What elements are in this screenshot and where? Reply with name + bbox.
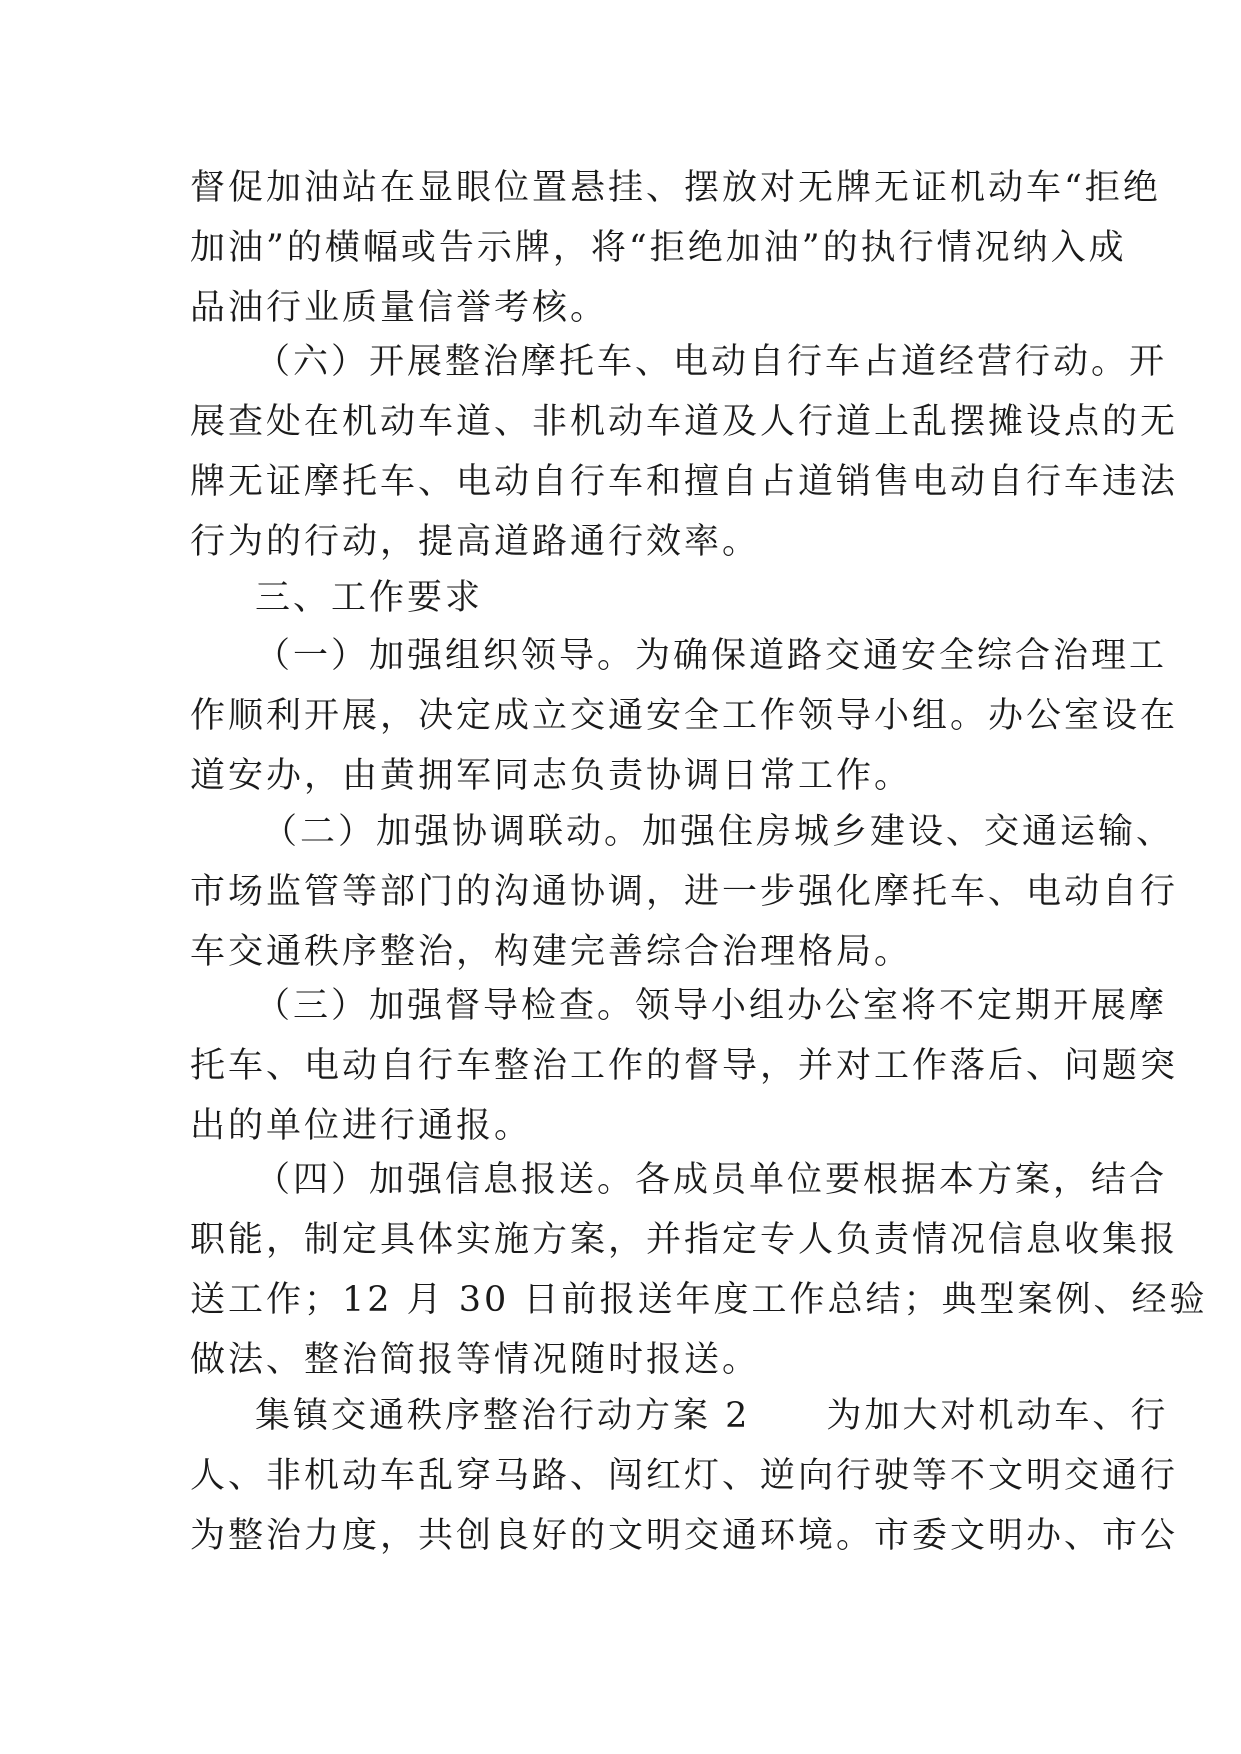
paragraph-heading-3: （三）加强督导检查。领导小组办公室将不定期开展摩 (255, 986, 1168, 1026)
text-line: 督促加油站在显眼位置悬挂、摆放对无牌无证机动车“拒绝 (190, 168, 1161, 208)
section-heading: 三、工作要求 (255, 578, 484, 618)
text-line: 市场监管等部门的沟通协调，进一步强化摩托车、电动自行 (190, 872, 1179, 912)
text-line: 展查处在机动车道、非机动车道及人行道上乱摆摊设点的无 (190, 402, 1179, 442)
paragraph-heading-6: （六）开展整治摩托车、电动自行车占道经营行动。开 (255, 342, 1168, 382)
text-line: 牌无证摩托车、电动自行车和擅自占道销售电动自行车违法 (190, 462, 1179, 502)
text-line: 托车、电动自行车整治工作的督导，并对工作落后、问题突 (190, 1046, 1179, 1086)
text-line: 人、非机动车乱穿马路、闯红灯、逆向行驶等不文明交通行 (190, 1456, 1179, 1496)
text-line: 出的单位进行通报。 (190, 1106, 533, 1146)
paragraph-heading-1: （一）加强组织领导。为确保道路交通安全综合治理工 (255, 636, 1168, 676)
text-line: 加油”的横幅或告示牌，将“拒绝加油”的执行情况纳入成 (190, 228, 1127, 268)
paragraph-heading-4: （四）加强信息报送。各成员单位要根据本方案，结合 (255, 1160, 1168, 1200)
paragraph-heading-2: （二）加强协调联动。加强住房城乡建设、交通运输、 (262, 812, 1175, 852)
document-title-line: 集镇交通秩序整治行动方案 2 为加大对机动车、行 (255, 1396, 1169, 1436)
text-line: 做法、整治简报等情况随时报送。 (190, 1340, 761, 1380)
text-line: 品油行业质量信誉考核。 (190, 288, 609, 328)
text-line: 道安办，由黄拥军同志负责协调日常工作。 (190, 756, 913, 796)
text-line: 送工作；12 月 30 日前报送年度工作总结；典型案例、经验 (190, 1280, 1208, 1320)
text-line: 车交通秩序整治，构建完善综合治理格局。 (190, 932, 913, 972)
text-line: 行为的行动，提高道路通行效率。 (190, 522, 761, 562)
text-line: 作顺利开展，决定成立交通安全工作领导小组。办公室设在 (190, 696, 1179, 736)
text-line: 职能，制定具体实施方案，并指定专人负责情况信息收集报 (190, 1220, 1179, 1260)
text-line: 为整治力度，共创良好的文明交通环境。市委文明办、市公 (190, 1516, 1179, 1556)
